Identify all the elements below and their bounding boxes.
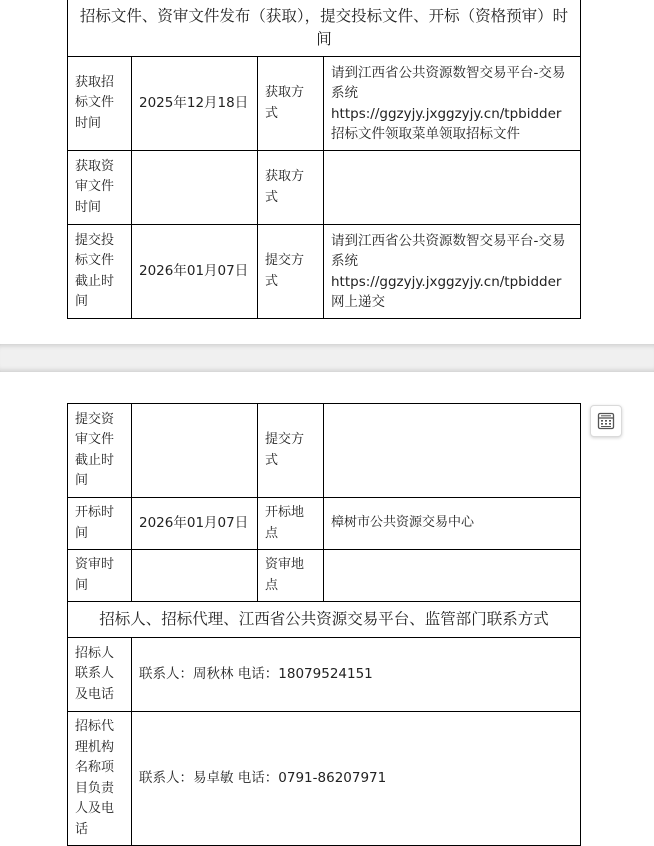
document-page-1 (0, 0, 654, 344)
bid-schedule-table (67, 0, 581, 319)
calculator-icon-glyph (596, 411, 616, 431)
method-value (324, 151, 581, 225)
row-value: 2025年12月18日 (132, 57, 258, 151)
table-row (68, 550, 581, 602)
method-value (324, 404, 581, 498)
calculator-icon[interactable] (590, 405, 622, 437)
table-row (68, 404, 581, 498)
method-line: 请到江西省公共资源数智交易平台-交易系统 (331, 64, 566, 101)
method-link[interactable]: https://ggzyjy.jxggzyjy.cn/tpbidder (331, 105, 562, 122)
contact-row (68, 638, 581, 712)
bid-schedule-table-continued (67, 403, 581, 846)
row-value (132, 404, 258, 498)
schedule-section-header: 招标文件、资审文件发布（获取），提交投标文件、开标（资格预审）时间 (68, 0, 581, 57)
method-value (324, 57, 581, 151)
table-row (68, 151, 581, 225)
method-value: 樟树市公共资源交易中心 (324, 498, 581, 550)
row-label: 提交资审文件截止时间 (68, 404, 132, 498)
row-value: 2026年01月07日 (132, 225, 258, 319)
contact-value: 联系人：周秋林 电话：18079524151 (132, 638, 581, 712)
table-header-row (68, 602, 581, 638)
row-label: 开标时间 (68, 498, 132, 550)
table-row (68, 225, 581, 319)
method-label: 提交方式 (258, 225, 324, 319)
row-label: 资审时间 (68, 550, 132, 602)
method-label: 提交方式 (258, 404, 324, 498)
method-line: 网上递交 (331, 294, 385, 310)
contact-section-header: 招标人、招标代理、江西省公共资源交易平台、监管部门联系方式 (68, 602, 581, 638)
method-line: 请到江西省公共资源数智交易平台-交易系统 (331, 232, 566, 269)
table-header-row (68, 0, 581, 57)
method-label: 获取方式 (258, 57, 324, 151)
table-row (68, 57, 581, 151)
method-value (324, 550, 581, 602)
method-label: 获取方式 (258, 151, 324, 225)
contact-label: 招标人联系人及电话 (68, 638, 132, 712)
row-label: 获取资审文件时间 (68, 151, 132, 225)
page-separator (0, 344, 654, 372)
contact-row (68, 712, 581, 846)
row-label: 获取招标文件时间 (68, 57, 132, 151)
method-line: 招标文件领取菜单领取招标文件 (331, 126, 520, 142)
method-label: 开标地点 (258, 498, 324, 550)
table-row (68, 498, 581, 550)
method-value (324, 225, 581, 319)
method-link[interactable]: https://ggzyjy.jxggzyjy.cn/tpbidder (331, 273, 562, 290)
row-label: 提交投标文件截止时间 (68, 225, 132, 319)
row-value (132, 550, 258, 602)
row-value (132, 151, 258, 225)
contact-value: 联系人：易卓敏 电话：0791-86207971 (132, 712, 581, 846)
method-label: 资审地点 (258, 550, 324, 602)
row-value: 2026年01月07日 (132, 498, 258, 550)
contact-label: 招标代理机构名称项目负责人及电话 (68, 712, 132, 846)
document-page-2 (0, 372, 654, 837)
